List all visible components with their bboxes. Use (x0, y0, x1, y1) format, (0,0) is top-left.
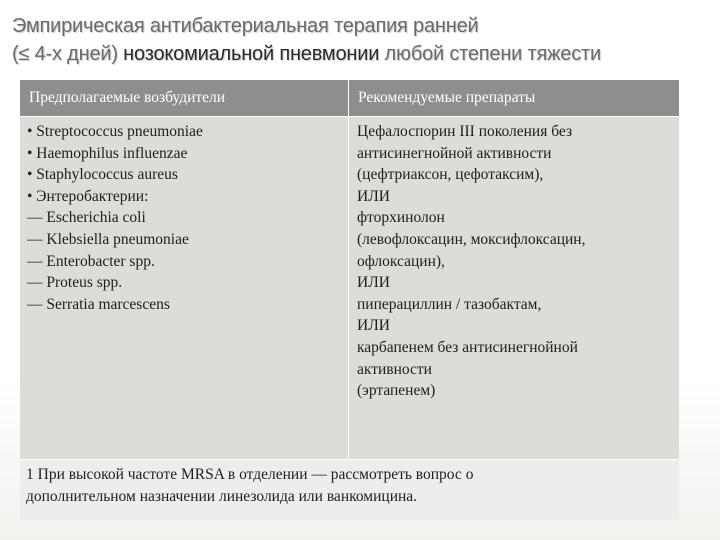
therapy-table (20, 80, 679, 520)
drug-line: (цефтриаксон, цефотаксим), (357, 166, 544, 184)
drugs-cell (349, 117, 679, 459)
drug-line: (левофлоксацин, моксифлоксацин, (357, 230, 586, 248)
pathogen-item: — Klebsiella pneumoniae (27, 230, 189, 248)
pathogens-cell (20, 117, 349, 459)
drug-line: Цефалоспорин III поколения без (357, 123, 573, 140)
drug-line: (эртапенем) (357, 382, 436, 400)
drug-line: офлоксацин), (357, 252, 445, 270)
title-line-2-accent: нозокомиальной пневмонии (123, 43, 380, 65)
footnote-line-2: дополнительном назначении линезолида или ванкомицина. (26, 487, 418, 505)
drug-line: ИЛИ (357, 187, 390, 205)
drug-line: фторхинолон (357, 209, 445, 227)
drug-line: пиперациллин / тазобактам, (357, 295, 542, 313)
pathogen-item: — Serratia marcescens (27, 295, 170, 313)
footnote-line-1: 1 При высокой частоте MRSA в отделении — рассмотреть вопрос о (26, 466, 474, 483)
drug-line: антисинегнойной активности (357, 144, 552, 162)
pathogen-item: • Haemophilus influenzae (27, 144, 188, 162)
pathogen-item: — Proteus spp. (27, 274, 123, 292)
slide-title (12, 12, 712, 68)
table-header-row (20, 80, 679, 117)
pathogen-item: — Escherichia coli (27, 209, 146, 227)
table-footnote (20, 460, 679, 520)
title-line-2-suffix: любой степени тяжести (384, 43, 601, 65)
title-line-2 (12, 43, 601, 65)
drug-line: карбапенем без антисинегнойной (357, 338, 578, 356)
drug-line: активности (357, 360, 432, 378)
title-line-1: Эмпирическая антибактериальная терапия ранней (12, 15, 479, 37)
header-pathogens: Предполагаемые возбудители (20, 80, 349, 116)
pathogen-item: • Staphylococcus aureus (27, 166, 178, 184)
table-row (20, 117, 679, 460)
pathogen-item: • Энтеробактерии: (27, 187, 149, 205)
drug-line: ИЛИ (357, 317, 390, 335)
drug-line: ИЛИ (357, 274, 390, 292)
header-drugs: Рекомендуемые препараты (349, 80, 679, 116)
title-line-2-prefix: (≤ 4-х дней) (12, 43, 118, 65)
pathogen-item: — Enterobacter spp. (27, 252, 155, 270)
pathogen-item: • Streptococcus pneumoniae (27, 123, 203, 140)
